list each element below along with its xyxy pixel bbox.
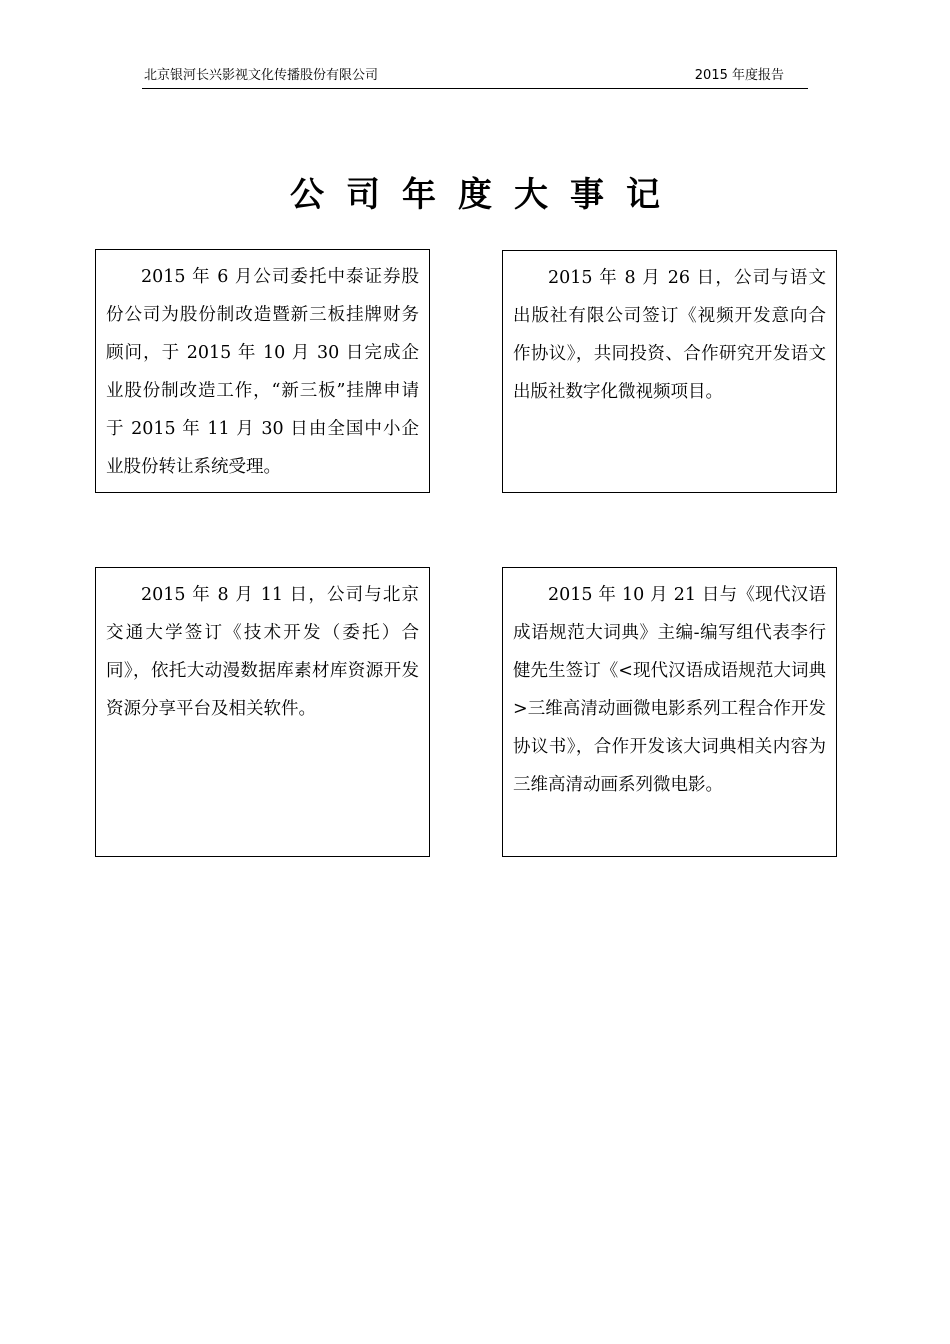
event-card-idiom-dictionary [502,567,837,857]
page-title: 公司年度大事记 [290,175,682,215]
event-text: 2015 年 8 月 26 日，公司与语文出版社有限公司签订《视频开发意向合作协议》，共同投资、合作研究开发语文出版社数字化微视频项目。 [513,268,826,402]
event-card-yuwen-press [502,250,837,493]
event-card-bjtu [95,567,430,857]
header-company-name: 北京银河长兴影视文化传播股份有限公司 [144,68,379,83]
event-card-share-reform [95,249,430,493]
header-report-label: 2015 年度报告 [694,68,784,83]
event-text: 2015 年 6 月公司委托中泰证券股份公司为股份制改造暨新三板挂牌财务顾问，于 2015 年 10 月 30 日完成企业股份制改造工作，“新三板”挂牌申请于 2015 年 11 月 30 日由全国中小企业股份转让系统受理。 [106,267,419,477]
event-text: 2015 年 8 月 11 日，公司与北京交通大学签订《技术开发（委托）合同》，依托大动漫数据库素材库资源开发资源分享平台及相关软件。 [106,585,419,719]
event-text: 2015 年 10 月 21 日与《现代汉语成语规范大词典》主编-编写组代表李行健先生签订《<现代汉语成语规范大词典>三维高清动画微电影系列工程合作开发协议书》，合作开发该大词典相关内容为三维高清动画系列微电影。 [513,585,826,795]
page-header [142,66,808,89]
